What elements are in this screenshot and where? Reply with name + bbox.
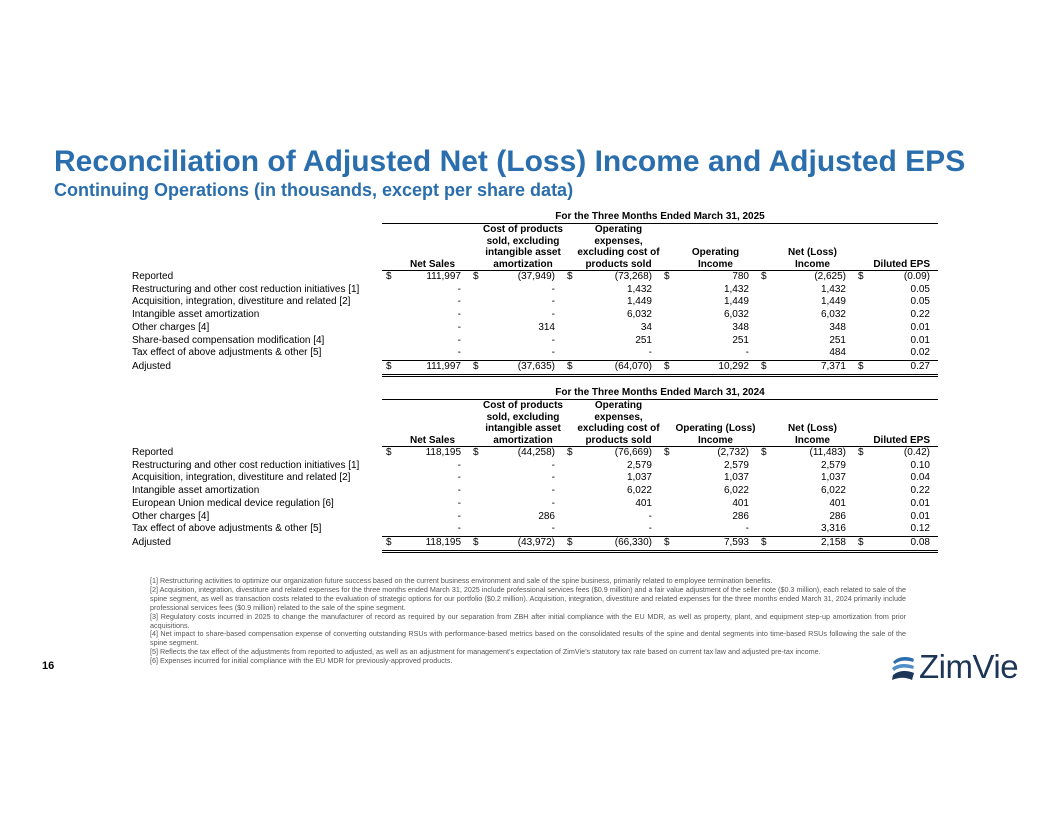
cell-value: 1,037 (626, 472, 652, 484)
table-row (132, 460, 938, 473)
cell-value: 0.22 (910, 309, 930, 321)
row-label: Other charges [4] (132, 321, 210, 333)
cell-value: 0.27 (868, 360, 938, 375)
currency-symbol: $ (660, 536, 674, 551)
column-header: Operating (Loss) Income (674, 400, 757, 447)
cell-value: 6,022 (626, 485, 652, 497)
table-row (132, 322, 938, 335)
cell-value: (2,732) (717, 447, 749, 458)
row-label: Acquisition, integration, divestiture and related [2] (132, 472, 351, 484)
cell-value: 401 (635, 497, 652, 509)
cell-value: - (648, 347, 652, 359)
period-header-row (132, 210, 938, 224)
cell-value: 0.08 (868, 536, 938, 551)
table-row (132, 335, 938, 348)
row-label: Adjusted (132, 537, 171, 549)
page-title: Reconciliation of Adjusted Net (Loss) Income and Adjusted EPS (54, 145, 966, 178)
cell-value: 6,032 (723, 309, 749, 321)
table-row (132, 284, 938, 297)
cell-value: 118,195 (396, 536, 469, 551)
cell-value: 2,158 (771, 536, 854, 551)
cell-value: 286 (732, 510, 749, 522)
cell-value: 0.12 (910, 523, 930, 535)
cell-value: - (551, 296, 555, 308)
cell-value: 7,371 (771, 360, 854, 375)
cell-value: - (457, 283, 461, 295)
cell-value: - (551, 485, 555, 497)
row-label: Tax effect of above adjustments & other [5] (132, 347, 322, 359)
row-label: Share-based compensation modification [4] (132, 334, 325, 346)
cell-value: 401 (829, 497, 846, 509)
row-label: Reported (132, 446, 174, 458)
table-row (132, 271, 938, 284)
footnote-2: [2] Acquisition, integration, divestiture and related expenses for the three months ended March 31, 2025 include professional services fees ($0.9 million) and a fair value adjustment of the seller note ($0.3 million), each related to sale of the spine segment, as well as transaction costs related to the evaluation of strategic options for our portfolio ($0.2 million). Acquisition, integration, divestiture and related expenses for the three months ended March 31, 2024 primarily include professional services fees ($0.9 million) related to the sale of the spine segment. (150, 584, 906, 612)
cell-value: 0.05 (910, 283, 930, 295)
zimvie-logo (890, 650, 1040, 686)
cell-value: 111,997 (396, 360, 469, 375)
currency-symbol: $ (382, 360, 396, 375)
cell-value: - (551, 309, 555, 321)
cell-value: 118,195 (425, 447, 461, 458)
cell-value: 1,449 (723, 296, 749, 308)
cell-value: 0.04 (910, 472, 930, 484)
column-header: Cost of products sold, excluding intangible asset amortization (483, 224, 563, 270)
cell-value: - (648, 510, 652, 522)
cell-value: - (648, 523, 652, 535)
cell-value: 314 (538, 321, 555, 333)
cell-value: 0.01 (910, 497, 930, 509)
table-row (132, 511, 938, 524)
cell-value: 2,579 (820, 459, 846, 471)
cell-value: 6,032 (626, 309, 652, 321)
cell-value: (66,330) (577, 536, 660, 551)
cell-value: (37,949) (517, 271, 555, 282)
table-row (132, 360, 938, 375)
column-header: Net (Loss) Income (771, 400, 854, 447)
row-label: Other charges [4] (132, 510, 210, 522)
page-subtitle: Continuing Operations (in thousands, except per share data) (54, 180, 574, 200)
cell-value: 0.05 (910, 296, 930, 308)
currency-symbol: $ (858, 447, 864, 458)
row-label: Restructuring and other cost reduction initiatives [1] (132, 283, 360, 295)
cell-value: - (551, 459, 555, 471)
cell-value: 484 (829, 347, 846, 359)
currency-symbol: $ (473, 271, 479, 282)
cell-value: - (457, 321, 461, 333)
currency-symbol: $ (567, 447, 573, 458)
zimvie-logo-mark-icon (890, 653, 916, 683)
cell-value: - (457, 347, 461, 359)
cell-value: - (551, 347, 555, 359)
table-row (132, 347, 938, 360)
page-number: 16 (42, 660, 55, 672)
cell-value: 0.01 (910, 334, 930, 346)
column-header: Net Sales (396, 224, 469, 271)
currency-symbol: $ (761, 271, 767, 282)
cell-value: 1,432 (723, 283, 749, 295)
column-header-row (132, 400, 938, 447)
reconciliation-table-2024 (132, 386, 938, 553)
cell-value: - (457, 296, 461, 308)
cell-value: 6,022 (820, 485, 846, 497)
cell-value: (44,258) (517, 447, 555, 458)
cell-value: (0.09) (903, 271, 930, 282)
table-row (132, 536, 938, 551)
column-header: Operating expenses, excluding cost of products sold (577, 400, 660, 446)
cell-value: - (551, 334, 555, 346)
cell-value: 0.02 (910, 347, 930, 359)
cell-value: 286 (829, 510, 846, 522)
cell-value: (11,483) (809, 447, 846, 458)
cell-value: - (551, 523, 555, 535)
row-label: Tax effect of above adjustments & other [5] (132, 523, 322, 535)
currency-symbol: $ (664, 271, 670, 282)
cell-value: - (457, 472, 461, 484)
cell-value: 1,432 (626, 283, 652, 295)
cell-value: (0.42) (903, 447, 930, 458)
row-label: Adjusted (132, 361, 171, 373)
table-row (132, 485, 938, 498)
cell-value: - (457, 309, 461, 321)
footnote-4: [4] Net impact to share-based compensation expense of converting outstanding RSUs with performance-based metrics based on the consolidated results of the spine and dental segments into time-based RSUs following the sale of the spine segment. (150, 629, 906, 648)
footnote-5: [5] Reflects the tax effect of the adjustments from reported to adjusted, as well as an adjustment for management’s expectation of ZimVie’s statutory tax rate based on current tax law and adjusted pre-tax income. (150, 647, 821, 657)
currency-symbol: $ (473, 447, 479, 458)
cell-value: 1,449 (626, 296, 652, 308)
footnotes (150, 577, 906, 666)
currency-symbol: $ (757, 360, 771, 375)
row-label: European Union medical device regulation [6] (132, 497, 334, 509)
reconciliation-table-2025 (132, 210, 938, 377)
cell-value: 7,593 (674, 536, 757, 551)
currency-symbol: $ (664, 447, 670, 458)
cell-value: 251 (732, 334, 749, 346)
row-label: Intangible asset amortization (132, 485, 260, 497)
cell-value: 10,292 (674, 360, 757, 375)
column-header: Diluted EPS (868, 224, 938, 271)
cell-value: 111,997 (426, 271, 461, 282)
column-header: Diluted EPS (868, 400, 938, 447)
cell-value: 348 (829, 321, 846, 333)
cell-value: 0.01 (910, 321, 930, 333)
cell-value: 1,449 (820, 296, 846, 308)
cell-value: - (551, 472, 555, 484)
currency-symbol: $ (563, 360, 577, 375)
row-label: Intangible asset amortization (132, 309, 260, 321)
cell-value: - (551, 283, 555, 295)
column-header: Net (Loss) Income (771, 224, 854, 271)
column-header: Operating expenses, excluding cost of products sold (577, 224, 660, 270)
cell-value: 286 (538, 510, 555, 522)
cell-value: 251 (635, 334, 652, 346)
cell-value: - (457, 523, 461, 535)
currency-symbol: $ (854, 536, 868, 551)
cell-value: 34 (640, 321, 652, 333)
column-header: Cost of products sold, excluding intangible asset amortization (483, 400, 563, 446)
cell-value: 6,022 (723, 485, 749, 497)
footnote-3: [3] Regulatory costs incurred in 2025 to change the manufacturer of record as required by our separation from ZBH after initial compliance with the EU MDR, as well as property, plant, and equipment step-up amortization from prior acquisitions. (150, 611, 906, 630)
cell-value: (76,669) (614, 447, 652, 458)
column-header: Net Sales (396, 400, 469, 447)
cell-value: 780 (732, 271, 749, 282)
period-header: For the Three Months Ended March 31, 2025 (382, 210, 938, 224)
cell-value: - (457, 459, 461, 471)
cell-value: 401 (732, 497, 749, 509)
table-row (132, 498, 938, 511)
cell-value: 2,579 (626, 459, 652, 471)
cell-value: 251 (829, 334, 846, 346)
currency-symbol: $ (567, 271, 573, 282)
currency-symbol: $ (854, 360, 868, 375)
currency-symbol: $ (386, 447, 392, 458)
currency-symbol: $ (469, 360, 483, 375)
period-header: For the Three Months Ended March 31, 2024 (382, 386, 938, 400)
currency-symbol: $ (469, 536, 483, 551)
currency-symbol: $ (757, 536, 771, 551)
zimvie-logo-text: ZimVie (919, 648, 1019, 685)
row-label: Reported (132, 270, 174, 282)
cell-value: - (457, 485, 461, 497)
cell-value: - (745, 523, 749, 535)
currency-symbol: $ (660, 360, 674, 375)
currency-symbol: $ (386, 271, 392, 282)
currency-symbol: $ (858, 271, 864, 282)
cell-value: (73,268) (614, 271, 652, 282)
currency-symbol: $ (563, 536, 577, 551)
cell-value: 1,432 (820, 283, 846, 295)
cell-value: 2,579 (723, 459, 749, 471)
cell-value: - (457, 334, 461, 346)
cell-value: 0.01 (910, 510, 930, 522)
cell-value: 1,037 (820, 472, 846, 484)
column-header: Operating Income (674, 224, 757, 271)
cell-value: - (745, 347, 749, 359)
footnote-6: [6] Expenses incurred for initial compliance with the EU MDR for previously-approved products. (150, 656, 453, 666)
cell-value: (37,635) (483, 360, 563, 375)
cell-value: 3,316 (820, 523, 846, 535)
cell-value: 0.10 (910, 459, 930, 471)
cell-value: - (457, 510, 461, 522)
table-row (132, 472, 938, 485)
cell-value: (64,070) (577, 360, 660, 375)
currency-symbol: $ (761, 447, 767, 458)
cell-value: 6,032 (820, 309, 846, 321)
table-row (132, 523, 938, 536)
cell-value: 0.22 (910, 485, 930, 497)
row-label: Restructuring and other cost reduction initiatives [1] (132, 459, 360, 471)
table-row (132, 296, 938, 309)
table-row (132, 447, 938, 460)
period-header-row (132, 386, 938, 400)
table-row (132, 309, 938, 322)
cell-value: - (551, 497, 555, 509)
row-label: Acquisition, integration, divestiture and related [2] (132, 296, 351, 308)
cell-value: (43,972) (483, 536, 563, 551)
cell-value: 348 (732, 321, 749, 333)
currency-symbol: $ (382, 536, 396, 551)
cell-value: (2,625) (814, 271, 846, 282)
column-header-row (132, 224, 938, 271)
cell-value: - (457, 497, 461, 509)
footnote-1: [1] Restructuring activities to optimize our organization future success based on the current business environment and sale of the spine business, primarily related to employee termination benefits. (150, 576, 773, 585)
cell-value: 1,037 (723, 472, 749, 484)
